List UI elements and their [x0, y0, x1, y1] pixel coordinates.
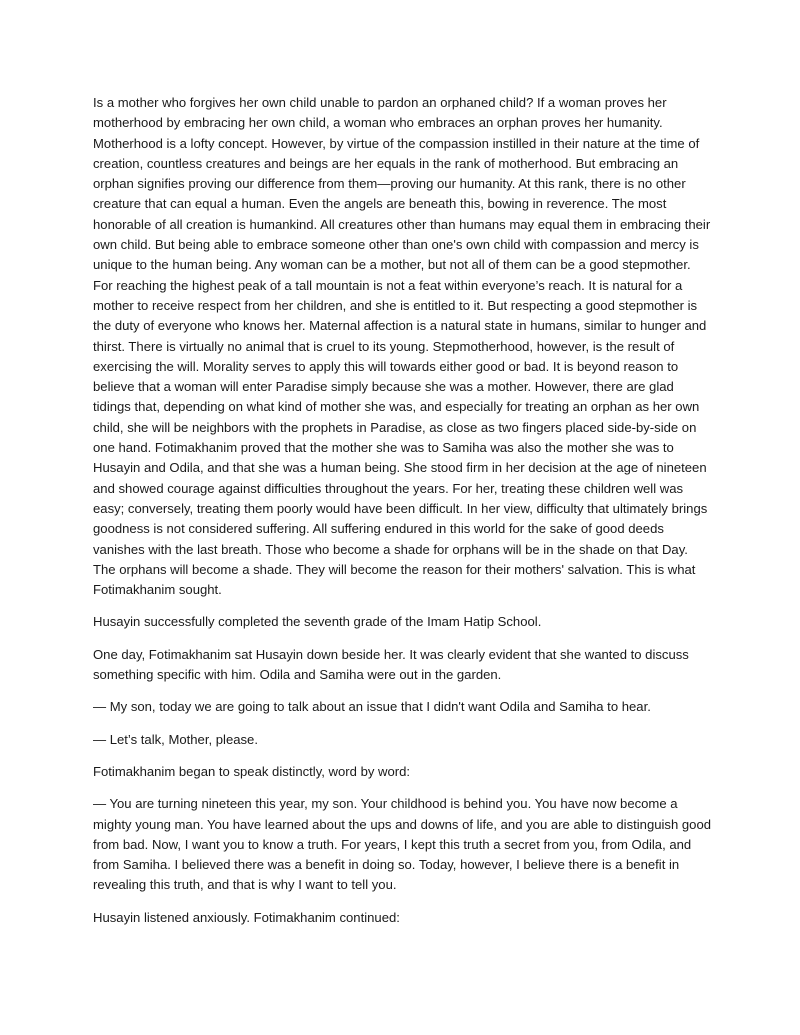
- dialogue-line-mother-2: — You are turning nineteen this year, my son. Your childhood is behind you. You have now become a mighty young man. You have learned about the ups and downs of life, and you are able to distinguish good from bad. Now, I want you to know a truth. For years, I kept this truth a secret from you, from Odila, and from Samiha. I believed there was a benefit in doing so. Today, however, I believe there is a benefit in revealing this truth, and that is why I want to tell you.: [93, 796, 712, 893]
- dialogue-line-husayin-1: — Let’s talk, Mother, please.: [93, 731, 258, 747]
- paragraph-motherhood-essay: Is a mother who forgives her own child unable to pardon an orphaned child? If a woman proves her motherhood by embracing her own child, a woman who embraces an orphan proves her humanity. Motherhood is a lofty concept. However, by virtue of the compassion instilled in their nature at the time of creation, countless creatures and beings are her equals in the rank of motherhood. But embracing an orphan signifies proving our difference from them—proving our humanity. At this rank, there is no other creature that can equal a human. Even the angels are beneath this, bowing in reverence. The most honorable of all creation is humankind. All creatures other than humans may equal them in embracing their own child. But being able to embrace someone other than one's own child with compassion and mercy is unique to the human being. Any woman can be a mother, but not all of them can be a good stepmother. For reaching the highest peak of a tall mountain is not a feat within everyone’s reach. It is natural for a mother to receive respect from her children, and she is entitled to it. But respecting a good stepmother is the duty of everyone who knows her. Maternal affection is a natural state in humans, similar to hunger and thirst. There is virtually no animal that is cruel to its young. Stepmotherhood, however, is the result of exercising the will. Morality serves to apply this will towards either good or bad. It is beyond reason to believe that a woman will enter Paradise simply because she was a mother. However, there are glad tidings that, depending on what kind of mother she was, and especially for treating an orphan as her own child, she will be neighbors with the prophets in Paradise, as close as two fingers placed side-by-side on one hand. Fotimakhanim proved that the mother she was to Samiha was also the mother she was to Husayin and Odila, and that she was a human being. She stood firm in her decision at the age of nineteen and showed courage against difficulties throughout the years. For her, treating these children well was easy; conversely, treating them poorly would have been difficult. In her view, difficulty that ultimately brings goodness is not considered suffering. All suffering endured in this world for the sake of good deeds vanishes with the last breath. Those who become a shade for orphans will be in the shade on that Day. The orphans will become a shade. They will become the reason for their mothers' salvation. This is what Fotimakhanim sought.: [93, 95, 711, 598]
- dialogue-line-mother-1: — My son, today we are going to talk about an issue that I didn't want Odila and Samiha to hear.: [93, 699, 651, 715]
- paragraph-seventh-grade: Husayin successfully completed the seventh grade of the Imam Hatip School.: [93, 614, 542, 630]
- paragraph-began-to-speak: Fotimakhanim began to speak distinctly, word by word:: [93, 763, 411, 779]
- document-page: [93, 93, 713, 940]
- paragraph-listened-anxiously: Husayin listened anxiously. Fotimakhanim continued:: [93, 909, 400, 925]
- paragraph-sat-down: One day, Fotimakhanim sat Husayin down beside her. It was clearly evident that she wanted to discuss something specific with him. Odila and Samiha were out in the garden.: [93, 646, 689, 683]
